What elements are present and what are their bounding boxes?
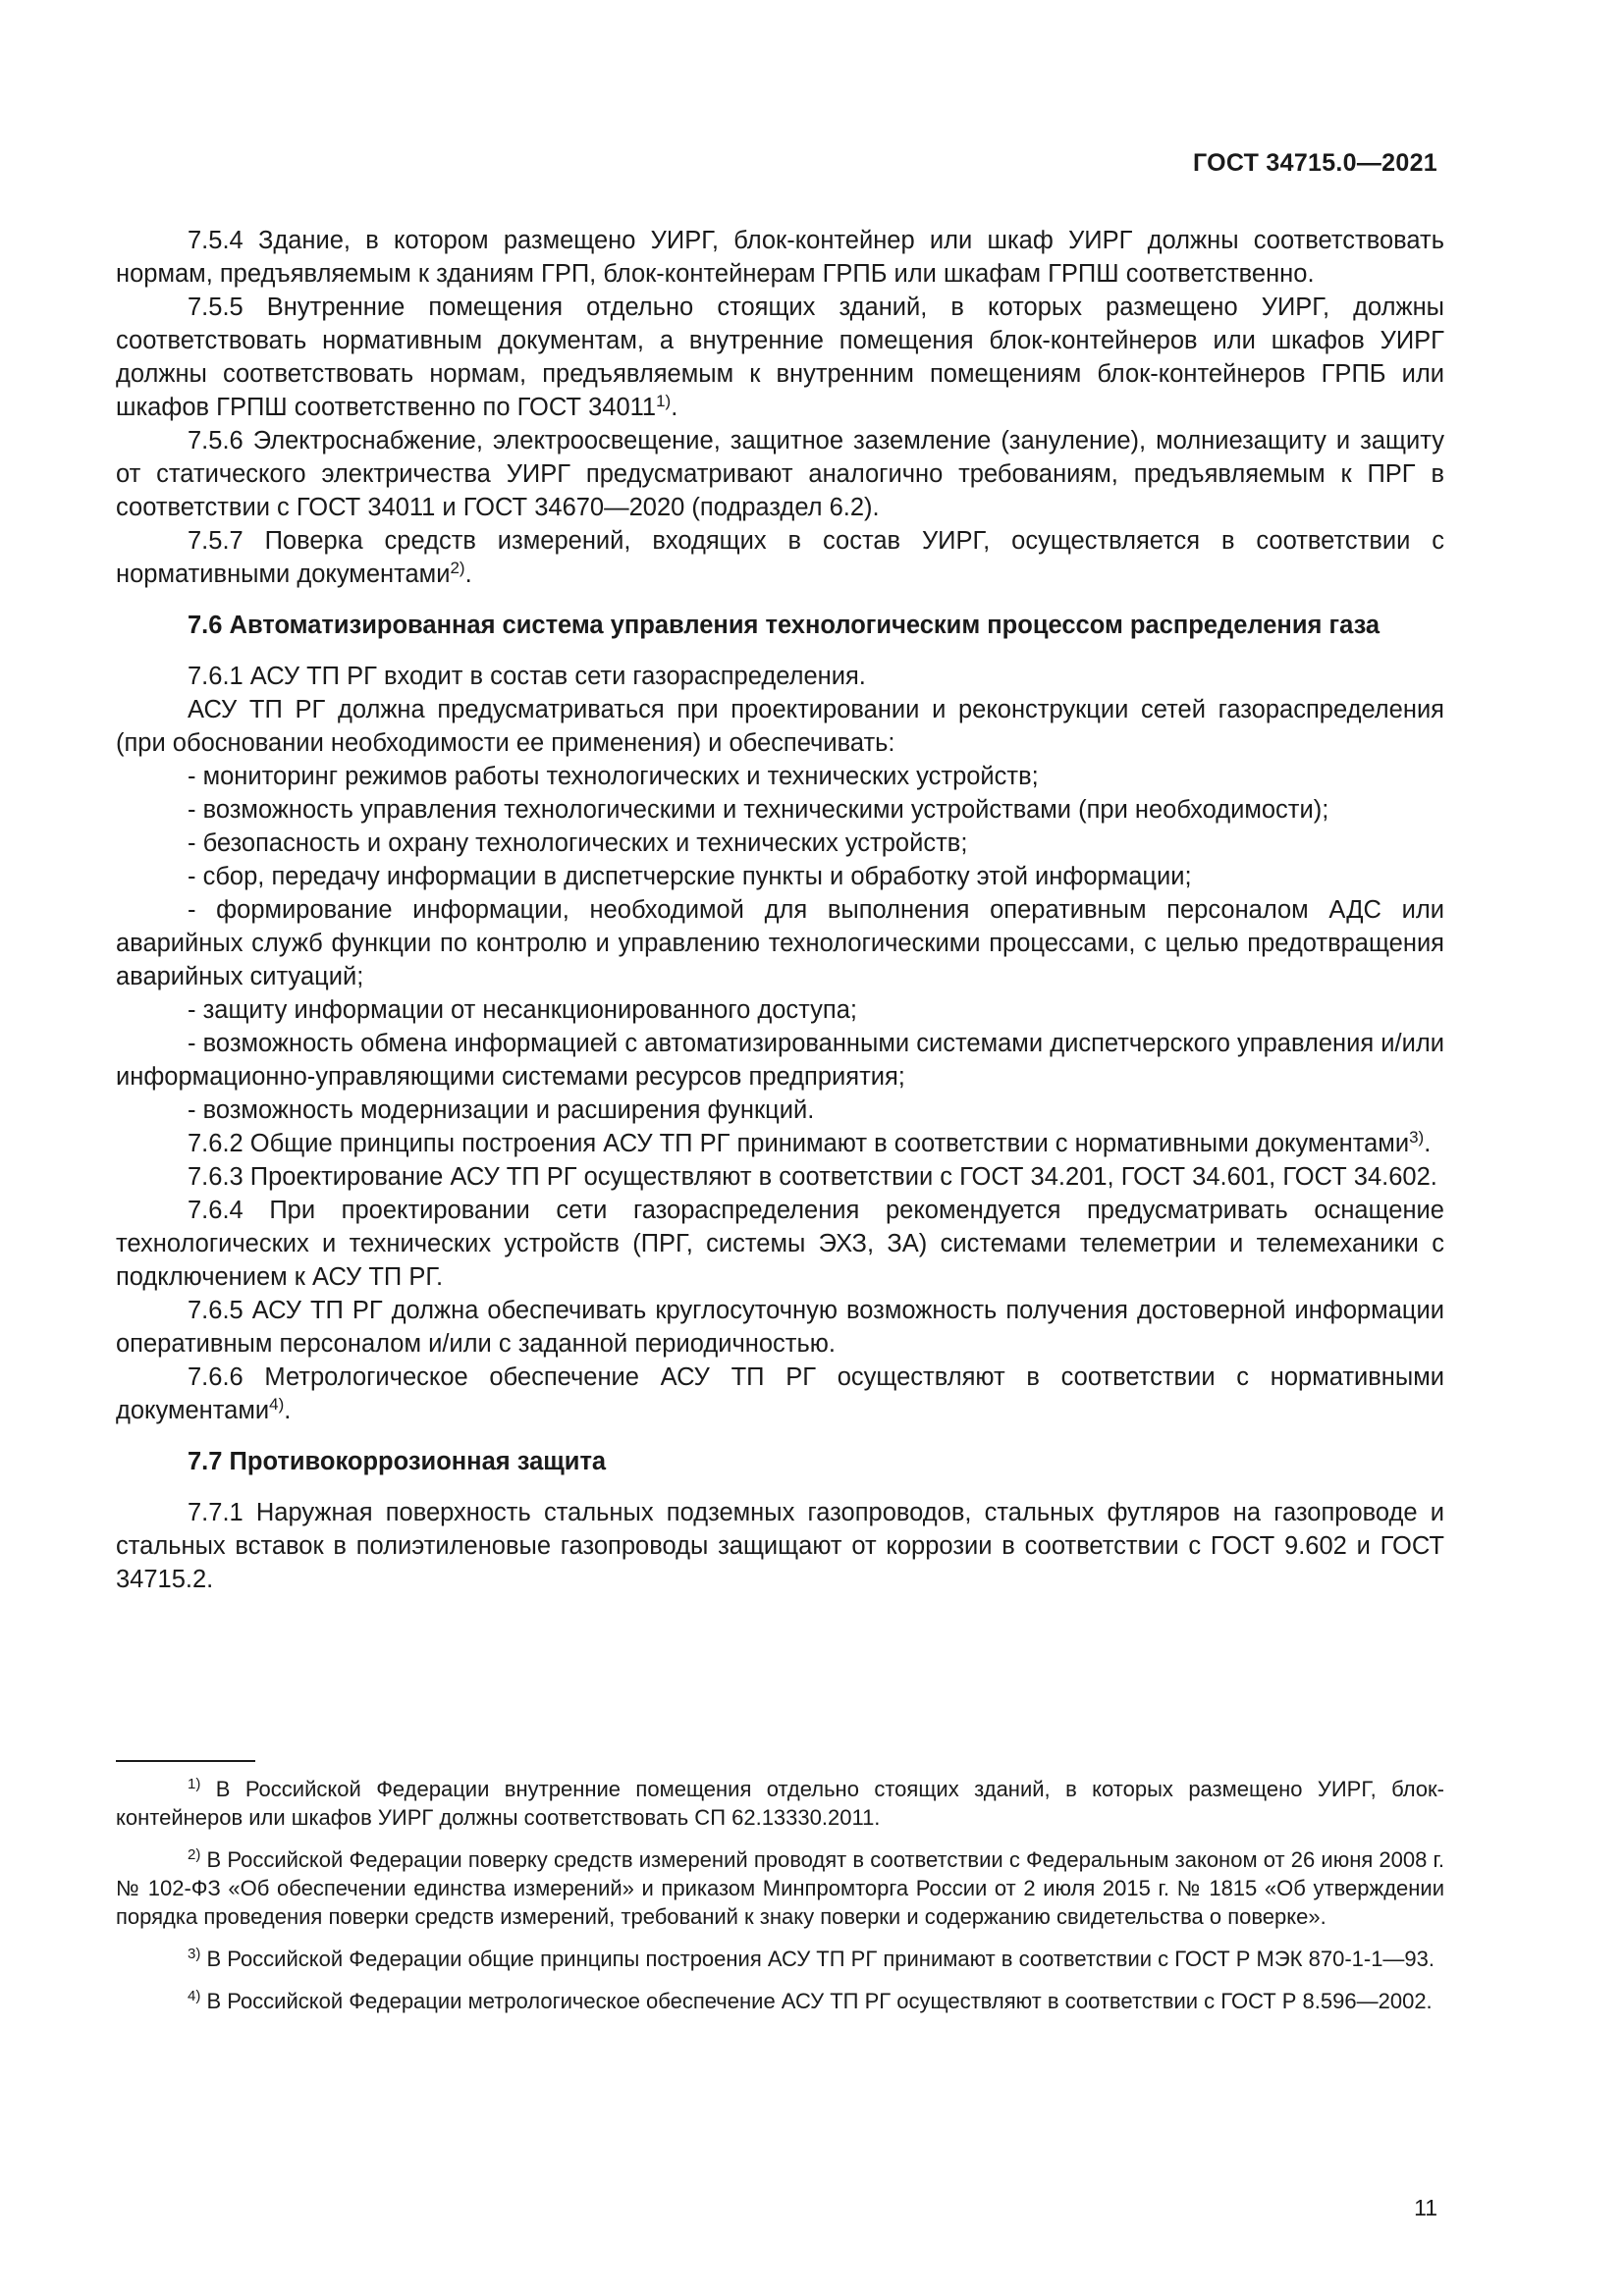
footnote-mark: 4): [188, 1988, 201, 2004]
clause-7-6-5: 7.6.5 АСУ ТП РГ должна обеспечивать круглосуточную возможность получения достоверной информации оперативным персоналом и/или с заданной периодичностью.: [116, 1297, 1444, 1358]
clause-7-6-2-end: .: [1424, 1130, 1432, 1157]
clause-7-7-1: 7.7.1 Наружная поверхность стальных подземных газопроводов, стальных футляров на газопроводе и стальных вставок в полиэтиленовые газопроводы защищают от коррозии в соответствии с ГОСТ 9.602 и ГОСТ 34715.2.: [116, 1499, 1444, 1593]
clause-7-5-7: [116, 524, 1444, 591]
clause-7-6-6-text: 7.6.6 Метрологическое обеспечение АСУ ТП РГ осуществляют в соответствии с нормативными документами: [116, 1363, 1444, 1424]
clause-7-5-7-text: 7.5.7 Поверка средств измерений, входящих в состав УИРГ, осуществляется в соответствии с нормативными документами: [116, 527, 1444, 588]
footnote-mark: 1): [188, 1776, 201, 1792]
clause-7-6-4: 7.6.4 При проектировании сети газораспределения рекомендуется предусматривать оснащение технологических и технических устройств (ПРГ, системы ЭХЗ, ЗА) системами телеметрии и телемеханики с подключением к АСУ ТП РГ.: [116, 1197, 1444, 1291]
list-item: - защиту информации от несанкционированного доступа;: [188, 996, 857, 1024]
footnote-ref-1[interactable]: 1): [656, 392, 672, 410]
clause-7-6-1-intro: АСУ ТП РГ должна предусматриваться при проектировании и реконструкции сетей газораспределения (при обосновании необходимости ее применения) и обеспечивать:: [116, 696, 1444, 757]
footnote-ref-4[interactable]: 4): [269, 1395, 285, 1414]
clause-7-5-4: 7.5.4 Здание, в котором размещено УИРГ, блок-контейнер или шкаф УИРГ должны соответствовать нормам, предъявляемым к зданиям ГРП, блок-контейнерам ГРПБ или шкафам ГРПШ соответственно.: [116, 227, 1444, 288]
footnote-ref-2[interactable]: 2): [450, 559, 465, 577]
footnote-text: В Российской Федерации внутренние помещения отдельно стоящих зданий, в которых размещено УИРГ, блок-контейнеров или шкафов УИРГ должны соответствовать СП 62.13330.2011.: [116, 1777, 1444, 1830]
clause-7-5-7-end: .: [464, 561, 472, 588]
clause-7-6-3: 7.6.3 Проектирование АСУ ТП РГ осуществляют в соответствии с ГОСТ 34.201, ГОСТ 34.601, ГОСТ 34.602.: [188, 1163, 1437, 1191]
footnote-1: [116, 1775, 1444, 1832]
footnote-4: [116, 1987, 1444, 2015]
footnote-ref-3[interactable]: 3): [1409, 1128, 1425, 1147]
page-number: 11: [1414, 2195, 1437, 2220]
footnote-2: [116, 1845, 1444, 1931]
footnotes: [116, 1775, 1444, 2029]
section-heading-7-6: 7.6 Автоматизированная система управления технологическим процессом распределения газа: [188, 612, 1380, 639]
footnote-text: В Российской Федерации общие принципы построения АСУ ТП РГ принимают в соответствии с ГОСТ Р МЭК 870-1-1—93.: [200, 1947, 1435, 1971]
list-item: - сбор, передачу информации в диспетчерские пункты и обработку этой информации;: [188, 863, 1192, 890]
clause-7-5-5-end: .: [671, 394, 678, 421]
list-item: - возможность модернизации и расширения функций.: [188, 1096, 815, 1124]
clause-7-6-2: [116, 1127, 1444, 1160]
clause-7-6-2-text: 7.6.2 Общие принципы построения АСУ ТП РГ принимают в соответствии с нормативными документами: [188, 1130, 1410, 1157]
list-item: - возможность обмена информацией с автоматизированными системами диспетчерского управления и/или информационно-управляющими системами ресурсов предприятия;: [116, 1030, 1444, 1091]
footnote-mark: 3): [188, 1946, 201, 1962]
clause-7-6-6: [116, 1361, 1444, 1427]
section-heading-7-7: 7.7 Противокоррозионная защита: [188, 1448, 607, 1475]
list-item: - возможность управления технологическими и техническими устройствами (при необходимости);: [188, 796, 1329, 824]
clause-7-5-5-text: 7.5.5 Внутренние помещения отдельно стоящих зданий, в которых размещено УИРГ, должны соответствовать нормативным документам, а внутренние помещения блок-контейнеров или шкафов УИРГ должны соответствовать нормам, предъявляемым к внутренним помещениям блок-контейнеров ГРПБ или шкафов ГРПШ соответственно по ГОСТ 34011: [116, 294, 1444, 421]
footnote-mark: 2): [188, 1846, 201, 1863]
clause-7-6-1: 7.6.1 АСУ ТП РГ входит в состав сети газораспределения.: [188, 663, 866, 690]
list-item: - формирование информации, необходимой для выполнения оперативным персоналом АДС или аварийных служб функции по контролю и управлению технологическими процессами, с целью предотвращения аварийных ситуаций;: [116, 896, 1444, 990]
document-header: ГОСТ 34715.0—2021: [1192, 149, 1437, 177]
clause-7-5-5: [116, 291, 1444, 424]
list-item: - безопасность и охрану технологических и технических устройств;: [188, 829, 968, 857]
list-item: - мониторинг режимов работы технологических и технических устройств;: [188, 763, 1039, 790]
clause-7-6-6-end: .: [284, 1397, 292, 1424]
footnote-divider: [116, 1760, 255, 1762]
footnote-text: В Российской Федерации метрологическое обеспечение АСУ ТП РГ осуществляют в соответствии с ГОСТ Р 8.596—2002.: [200, 1989, 1433, 2013]
footnote-3: [116, 1945, 1444, 1973]
clause-7-5-6: 7.5.6 Электроснабжение, электроосвещение, защитное заземление (зануление), молниезащиту и защиту от статического электричества УИРГ предусматривают аналогично требованиям, предъявляемым к ПРГ в соответствии с ГОСТ 34011 и ГОСТ 34670—2020 (подраздел 6.2).: [116, 427, 1444, 521]
footnote-text: В Российской Федерации поверку средств измерений проводят в соответствии с Федеральным законом от 26 июня 2008 г. № 102-ФЗ «Об обеспечении единства измерений» и приказом Минпромторга России от 2 июля 2015 г. № 1815 «Об утверждении порядка проведения поверки средств измерений, требований к знаку поверки и содержанию свидетельства о поверке».: [116, 1847, 1444, 1929]
main-text: [116, 224, 1444, 1596]
